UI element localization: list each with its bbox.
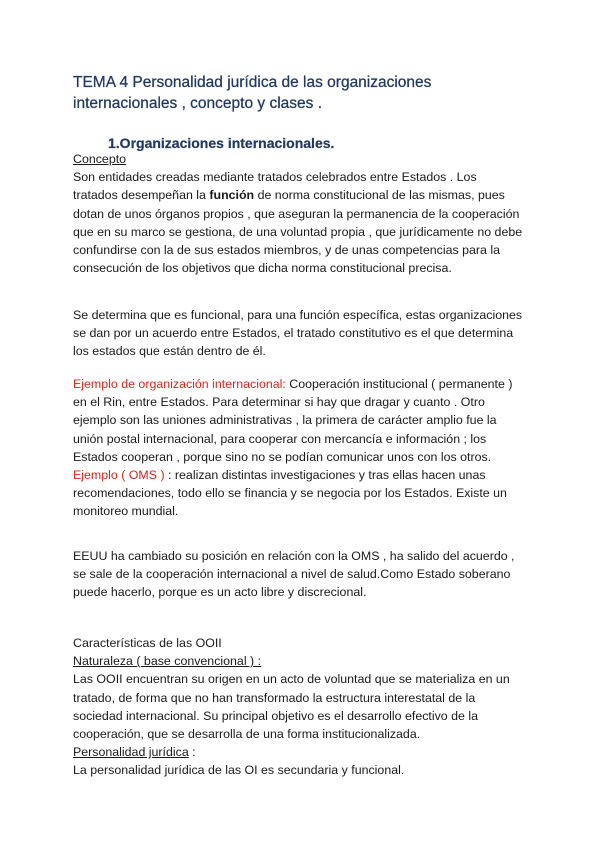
concepto-block: [73, 150, 523, 277]
document-title: TEMA 4 Personalidad jurídica de las organizaciones internacionales , concepto y clases .: [73, 74, 432, 112]
concepto-bold-term: función: [209, 188, 255, 203]
caracteristicas-heading: Características de las OOII: [73, 636, 222, 650]
ejemplo-oms-paragraph: [73, 466, 523, 521]
caracteristicas-block: [73, 634, 523, 780]
eeuu-block: [73, 547, 523, 602]
ejemplo-organizacion-text: Cooperación institucional ( permanente ) en el Rin, entre Estados. Para determinar si hay que dragar y cuanto . Otro ejemplo son las uniones administrativas , la primera de carácter amplio fue la unión postal internacional, para cooperar con mercancía e información ; los Estados cooperan , porque sino no se podían comunicar unos con los otros.: [73, 377, 513, 464]
personalidad-paragraph: La personalidad jurídica de las OI es secundaria y funcional.: [73, 763, 405, 778]
funcional-paragraph: Se determina que es funcional, para una función específica, estas organizaciones se dan por un acuerdo entre Estados, el tratado constitutivo es el que determina los estados que están dentro de él.: [73, 308, 523, 359]
section-heading-organizaciones: 1.Organizaciones internacionales.: [108, 135, 335, 151]
concepto-text-pre: Son entidades creadas mediante tratados celebrados entre Estados . Los tratados desempeñan la: [73, 170, 477, 203]
personalidad-label: Personalidad jurídica: [73, 745, 189, 760]
concepto-label: Concepto: [73, 152, 127, 166]
concepto-text-post: de norma constitucional de las mismas, pues dotan de unos órganos propios , que aseguran la permanencia de la cooperación que en su marco se gestiona, de una voluntad propia , que jurídicamente no debe confundirse con la de sus estados miembros, y de unas competencias para la consecución de los objetivos que dicha norma constitucional precisa.: [73, 188, 523, 276]
naturaleza-paragraph: Las OOII encuentran su origen en un acto de voluntad que se materializa en un tratado, de forma que no han transformado la estructura interestatal de la sociedad internacional. Su principal objetivo es el desarrollo efectivo de la cooperación, que se desarrolla de una forma institucionalizada.: [73, 672, 510, 742]
ejemplo-oms-text: : realizan distintas investigaciones y tras ellas hacen unas recomendaciones, todo ello se financia y se negocia por los Estados. Existe un monitoreo mundial.: [73, 468, 507, 519]
ejemplo-oms-label: Ejemplo ( OMS ): [73, 468, 165, 483]
concepto-paragraph: [73, 168, 523, 277]
ejemplo-organizacion-paragraph: [73, 375, 523, 466]
naturaleza-label: Naturaleza ( base convencional ) :: [73, 654, 262, 669]
eeuu-paragraph: EEUU ha cambiado su posición en relación con la OMS , ha salido del acuerdo , se sale de la cooperación internacional a nivel de salud.Como Estado soberano puede hacerlo, porque es un acto libre y discrecional.: [73, 549, 515, 600]
funcional-block: [73, 306, 523, 361]
personalidad-suffix: :: [188, 745, 196, 760]
ejemplos-block: [73, 375, 523, 521]
ejemplo-organizacion-label: Ejemplo de organización internacional:: [73, 377, 286, 391]
